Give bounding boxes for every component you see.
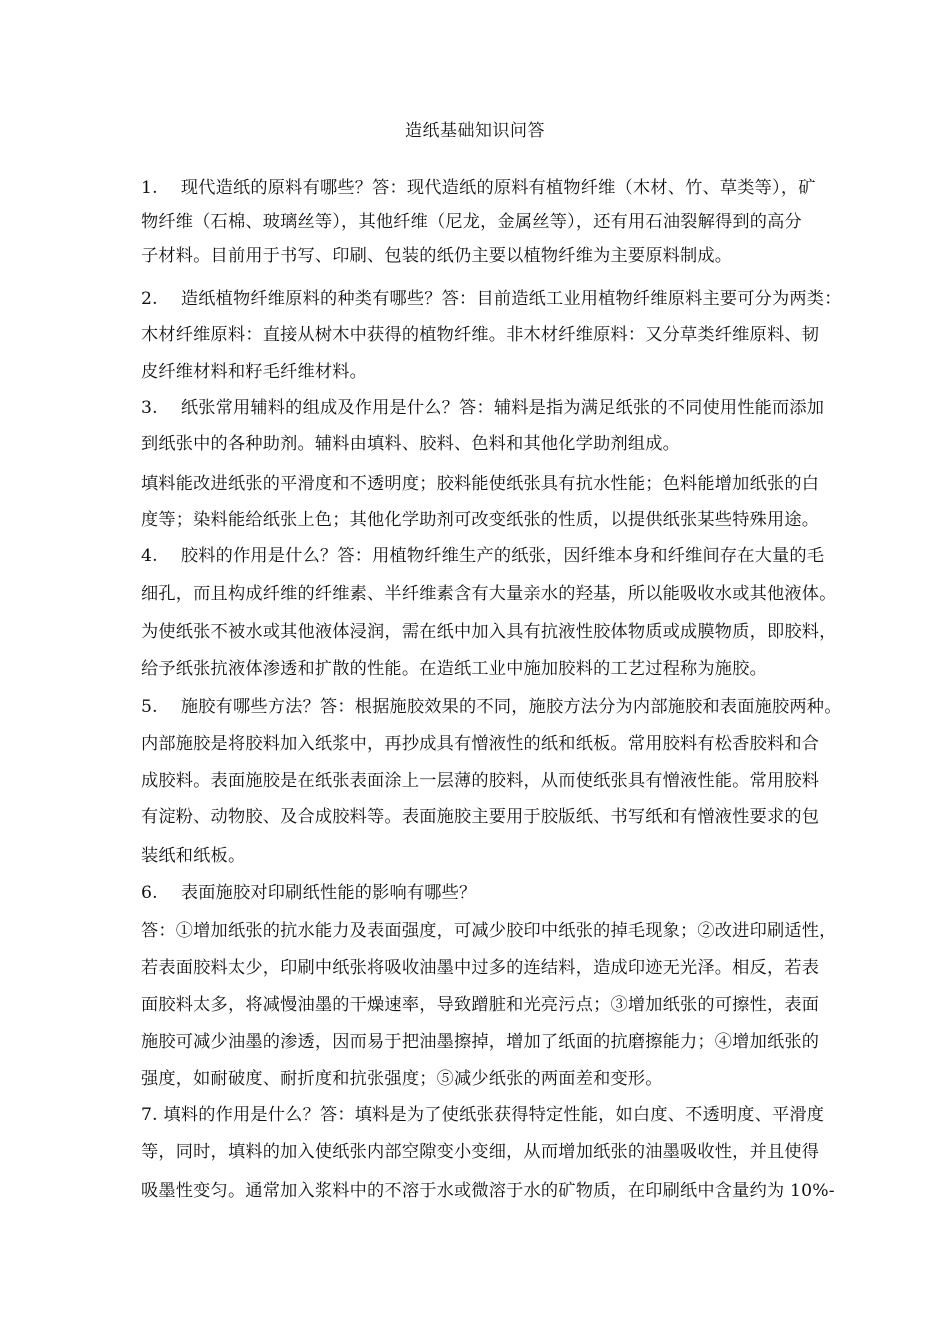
- text-line: 6. 表面施胶对印刷纸性能的影响有哪些？: [141, 883, 477, 903]
- text-line: 若表面胶料太少，印刷中纸张将吸收油墨中过多的连结料，造成印迹无光泽。相反，若表: [141, 958, 820, 978]
- text-line: 皮纤维材料和籽毛纤维材料。: [141, 362, 368, 382]
- text-line: 7. 填料的作用是什么？答：填料是为了使纸张获得特定性能，如白度、不透明度、平滑度: [141, 1105, 825, 1125]
- text-line: 物纤维（石棉、玻璃丝等），其他纤维（尼龙，金属丝等），还有用石油裂解得到的高分: [141, 212, 802, 232]
- text-line: 细孔，而且构成纤维的纤维素、半纤维素含有大量亲水的羟基，所以能吸收水或其他液体。: [141, 584, 837, 604]
- text-line: 有淀粉、动物胶、及合成胶料等。表面施胶主要用于胶版纸、书写纸和有憎液性要求的包: [141, 807, 820, 827]
- text-line: 木材纤维原料：直接从树木中获得的植物纤维。非木材纤维原料：又分草类纤维原料、韧: [141, 325, 820, 345]
- text-line: 子材料。目前用于书写、印刷、包装的纸仍主要以植物纤维为主要原料制成。: [141, 246, 733, 266]
- text-line: 2. 造纸植物纤维原料的种类有哪些？答：目前造纸工业用植物纤维原料主要可分为两类：: [141, 289, 842, 309]
- text-line: 为使纸张不被水或其他液体浸润，需在纸中加入具有抗液性胶体物质或成膜物质，即胶料，: [141, 622, 837, 642]
- text-line: 到纸张中的各种助剂。辅料由填料、胶料、色料和其他化学助剂组成。: [141, 434, 681, 454]
- text-line: 等，同时，填料的加入使纸张内部空隙变小变细，从而增加纸张的油墨吸收性，并且使得: [141, 1142, 820, 1162]
- text-line: 成胶料。表面施胶是在纸张表面涂上一层薄的胶料，从而使纸张具有憎液性能。常用胶料: [141, 771, 820, 791]
- text-line: 吸墨性变匀。通常加入浆料中的不溶于水或微溶于水的矿物质，在印刷纸中含量约为 10%-: [141, 1181, 835, 1201]
- text-line: 施胶可减少油墨的渗透，因而易于把油墨擦掉，增加了纸面的抗磨擦能力；④增加纸张的: [141, 1032, 820, 1052]
- text-line: 填料能改进纸张的平滑度和不透明度；胶料能使纸张具有抗水性能；色料能增加纸张的白: [141, 474, 820, 494]
- text-line: 4. 胶料的作用是什么？答：用植物纤维生产的纸张，因纤维本身和纤维间存在大量的毛: [141, 546, 825, 566]
- text-line: 装纸和纸板。: [141, 846, 246, 866]
- text-line: 度等；染料能给纸张上色；其他化学助剂可改变纸张的性质，以提供纸张某些特殊用途。: [141, 510, 820, 530]
- document-title: 造纸基础知识问答: [405, 121, 545, 141]
- text-line: 答：①增加纸张的抗水能力及表面强度，可减少胶印中纸张的掉毛现象；②改进印刷适性，: [141, 921, 837, 941]
- text-line: 面胶料太多，将减慢油墨的干燥速率，导致蹭脏和光亮污点；③增加纸张的可擦性，表面: [141, 995, 820, 1015]
- text-line: 强度，如耐破度、耐折度和抗张强度；⑤减少纸张的两面差和变形。: [141, 1069, 663, 1089]
- text-line: 1. 现代造纸的原料有哪些？答：现代造纸的原料有植物纤维（木材、竹、草类等），矿: [141, 178, 816, 198]
- text-line: 5. 施胶有哪些方法？答：根据施胶效果的不同，施胶方法分为内部施胶和表面施胶两种。: [141, 697, 842, 717]
- text-line: 给予纸张抗液体渗透和扩散的性能。在造纸工业中施加胶料的工艺过程称为施胶。: [141, 659, 767, 679]
- text-line: 内部施胶是将胶料加入纸浆中，再抄成具有憎液性的纸和纸板。常用胶料有松香胶料和合: [141, 734, 820, 754]
- text-line: 3. 纸张常用辅料的组成及作用是什么？答：辅料是指为满足纸张的不同使用性能而添加: [141, 398, 825, 418]
